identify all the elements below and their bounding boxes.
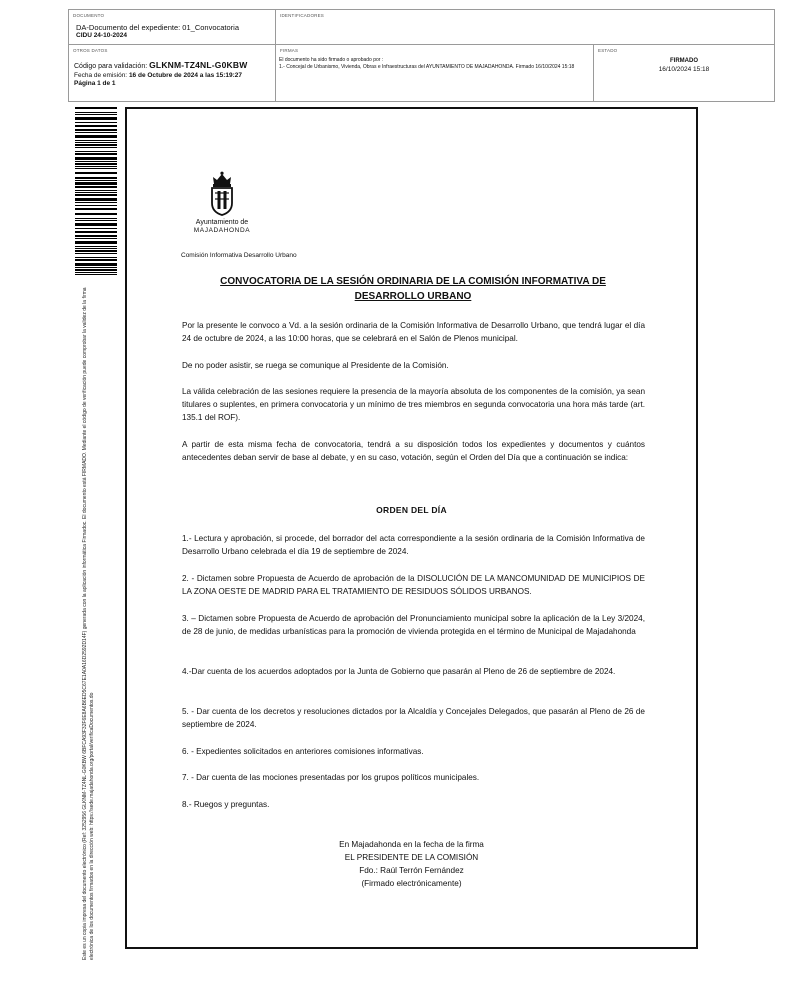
barcode-bar xyxy=(75,147,117,148)
documento-name: DA-Documento del expediente: 01_Convocatoria xyxy=(76,23,240,32)
barcode-bar xyxy=(75,172,117,174)
orden-del-dia-heading: ORDEN DEL DÍA xyxy=(376,505,447,515)
agenda-item-4: 4.-Dar cuenta de los acuerdos adoptados por la Junta de Gobierno que pasarán al Pleno de 26 de septiembre de 2024. xyxy=(182,667,616,676)
barcode-bar xyxy=(75,205,117,206)
barcode-bar xyxy=(75,213,117,215)
barcode-bar xyxy=(75,125,117,127)
barcode-bar xyxy=(75,218,117,219)
barcode-bar xyxy=(75,223,117,226)
barcode-bar xyxy=(75,235,117,237)
barcode-bar xyxy=(75,157,117,160)
barcode-bar xyxy=(75,194,117,196)
barcode-bar xyxy=(75,231,117,233)
barcode-bar xyxy=(75,263,117,266)
verification-barcode xyxy=(75,107,117,277)
barcode-bar xyxy=(75,166,117,167)
barcode-bar xyxy=(75,246,117,247)
barcode-bar xyxy=(75,198,117,201)
barcode-bar xyxy=(75,238,117,239)
barcode-bar xyxy=(75,114,117,115)
barcode-bar xyxy=(75,272,117,273)
agenda-item-2: 2. - Dictamen sobre Propuesta de Acuerdo de aprobación de la DISOLUCIÓN DE LA MANCOMUNIDAD DE MUNICIPIOS DE LA ZONA OESTE DE MADRID PARA EL TRATAMIENTO DE RESIDUOS SÓLIDOS URBANOS. xyxy=(182,574,645,597)
identificadores-cell xyxy=(276,10,774,45)
logo-text-majadahonda: MAJADAHONDA xyxy=(193,227,251,234)
estado-value: FIRMADO xyxy=(670,58,698,64)
barcode-bar xyxy=(75,220,117,221)
barcode-bar xyxy=(75,153,117,155)
otros-datos-cell xyxy=(69,45,276,101)
paragraph-quorum: La válida celebración de las sesiones requiere la presencia de la mayoría absoluta de los componentes de la comisión, ya sean titulares o suplentes, en primera convocatoria y un mínimo de tres miembros en segunda convocatoria una hora más tarde (art. 135.1 del ROF). xyxy=(182,387,645,423)
barcode-bar xyxy=(75,144,117,146)
barcode-bar xyxy=(75,163,117,165)
validation-code: Código para validación: GLKNM-TZ4NL-G0KBW xyxy=(74,60,248,70)
barcode-bar xyxy=(75,190,117,191)
barcode-bar xyxy=(75,186,117,188)
signature-place: En Majadahonda en la fecha de la firma xyxy=(339,840,484,849)
logo-text-ayuntamiento: Ayuntamiento de xyxy=(195,219,249,226)
barcode-bar xyxy=(75,132,117,133)
agenda-item-3: 3. – Dictamen sobre Propuesta de Acuerdo de aprobación del Pronunciamiento municipal sobre la aplicación de la Ley 3/2024, de 28 de junio, de medidas urbanísticas para la promoción de vivienda protegida en el término de Municipal de Majadahonda xyxy=(182,614,645,637)
signature-name: Fdo.: Raúl Terrón Fernández xyxy=(359,866,464,875)
barcode-bar xyxy=(75,122,117,123)
barcode-bar xyxy=(75,177,117,179)
barcode-bar xyxy=(75,274,117,275)
barcode-bar xyxy=(75,129,117,131)
firmas-label: FIRMAS xyxy=(280,48,299,53)
emission-date: Fecha de emisión: 16 de Octubre de 2024 a las 15:19:27 xyxy=(74,72,243,79)
paragraph-convocatoria: Por la presente le convoco a Vd. a la sesión ordinaria de la Comisión Informativa de Desarrollo Urbano, que tendrá lugar el día 24 de octubre de 2024, a las 10:00 horas, que se celebrará en el Salón de Plenos municipal. xyxy=(182,321,645,344)
barcode-bar xyxy=(75,140,117,141)
barcode-bar xyxy=(75,208,117,210)
barcode-bar xyxy=(75,182,117,185)
signature-role: EL PRESIDENTE DE LA COMISIÓN xyxy=(344,853,479,862)
barcode-bar xyxy=(75,107,117,109)
barcode-bar xyxy=(75,253,117,254)
barcode-bar xyxy=(75,250,117,252)
agenda-item-7: 7. - Dar cuenta de las mociones presentadas por los grupos políticos municipales. xyxy=(182,773,480,782)
barcode-bar xyxy=(75,151,117,152)
barcode-bar xyxy=(75,259,117,261)
barcode-bar xyxy=(75,228,117,229)
paragraph-expedientes: A partir de esta misma fecha de convocatoria, tendrá a su disposición todos los expedientes y documentos y cuántos antecedentes deban servir de base al debate, y en su caso, votación, según el Orden del Día que a continuación se indica: xyxy=(182,440,645,463)
barcode-bar xyxy=(75,117,117,120)
firmas-signer: 1.- Concejal de Urbanismo, Vivienda, Obras e Infraestructuras del AYUNTAMIENTO DE MAJADAHONDA. Firmado 16/10/2024 15:18 xyxy=(279,64,575,70)
signature-note: (Firmado electrónicamente) xyxy=(361,879,462,888)
estado-label: ESTADO xyxy=(598,48,618,53)
paragraph-no-asistir: De no poder asistir, se ruega se comunique al Presidente de la Comisión. xyxy=(182,361,449,370)
agenda-item-8: 8.- Ruegos y preguntas. xyxy=(182,800,270,809)
barcode-bar xyxy=(75,168,117,169)
barcode-bar xyxy=(75,269,117,271)
agenda-item-5: 5. - Dar cuenta de los decretos y resoluciones dictados por la Alcaldía y Concejales Delegados, que pasarán al Pleno de 26 de septiembre de 2024. xyxy=(182,707,645,730)
barcode-bar xyxy=(75,241,117,244)
barcode-bar xyxy=(75,112,117,113)
barcode-bar xyxy=(75,180,117,181)
document-title: CONVOCATORIA DE LA SESIÓN ORDINARIA DE LA COMISIÓN INFORMATIVA DE DESARROLLO URBANO xyxy=(220,276,606,302)
documento-cell xyxy=(69,10,276,45)
documento-label: DOCUMENTO xyxy=(73,13,105,18)
coat-of-arms-icon xyxy=(205,171,239,217)
municipal-logo xyxy=(182,171,262,241)
barcode-bar xyxy=(75,257,117,258)
document-page xyxy=(125,107,698,949)
estado-cell xyxy=(594,45,774,101)
barcode-bar xyxy=(75,161,117,162)
agenda-item-6: 6. - Expedientes solicitados en anteriores comisiones informativas. xyxy=(182,747,424,756)
barcode-bar xyxy=(75,202,117,203)
firmas-intro: El documento ha sido firmado o aprobado por : xyxy=(279,57,384,63)
barcode-bar xyxy=(75,248,117,249)
page-count: Página 1 de 1 xyxy=(74,80,116,87)
document-header-table xyxy=(68,9,775,102)
otros-datos-label: OTROS DATOS xyxy=(73,48,108,53)
barcode-bar xyxy=(75,267,117,268)
barcode-bar xyxy=(75,142,117,143)
commission-label: Comisión Informativa Desarrollo Urbano xyxy=(181,252,297,259)
identificadores-label: IDENTIFICADORES xyxy=(280,13,325,18)
barcode-bar xyxy=(75,192,117,193)
barcode-bar xyxy=(75,135,117,138)
estado-date: 16/10/2024 15:18 xyxy=(658,66,710,73)
firmas-cell xyxy=(276,45,594,101)
documento-code: CIDU 24-10-2024 xyxy=(76,32,127,39)
agenda-item-1: 1.- Lectura y aprobación, si procede, del borrador del acta correspondiente a la sesión ordinaria de la Comisión Informativa de Desarrollo Urbano celebrada el día 19 de septiembre de 2024. xyxy=(182,534,645,557)
side-verification-text: Este es un copia impresa del documento electrónico (Ref: 3252956 GLKNM-TZ4NL-G0KBW 6BFCA93F32F6E8A6B6ED5C67E1A0A16D2592D14F) generada con la aplicación informática Firmadoc. El documento está FIRMADO. Mediante el código de verificación puede comprobar la validez de la firma electrónica de los documentos firmados en la dirección web: https://sede.majadahonda.org/portal/verificaDocumentos.do xyxy=(82,287,95,960)
